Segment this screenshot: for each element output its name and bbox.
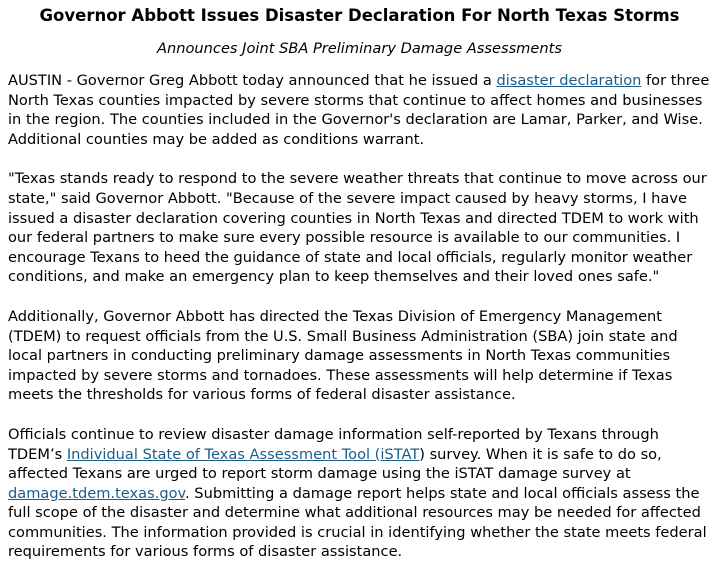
damage-survey-link[interactable]: damage.tdem.texas.gov [8, 484, 186, 502]
paragraph-text: ) survey. When it is safe to do so, affected Texans are urged to report storm damage using the iSTAT damage survey at [8, 445, 662, 483]
paragraph-text: Officials continue to review disaster damage information self-reported by Texans through TDEM’s [8, 425, 659, 463]
paragraph-text: . Submitting a damage report helps state and local officials assess the full scope of the disaster and determine what additional resources may be needed for affected communities. The information provided is crucial in identifying whether the state meets federal requirements for various forms of disaster assistance. [8, 484, 707, 561]
page-subtitle: Announces Joint SBA Preliminary Damage Assessments [157, 40, 562, 57]
paragraph-text: AUSTIN - Governor Greg Abbott today announced that he issued a [8, 72, 497, 89]
paragraph-quote: "Texas stands ready to respond to the severe weather threats that continue to move across our state," said Governor Abbott. "Because of the severe impact caused by heavy storms, I have issued a disaster declaration covering counties in North Texas and directed TDEM to work with our federal partners to make sure every possible resource is available to our communities. I encourage Texans to heed the guidance of state and local officials, regularly monitor weather conditions, and make an emergency plan to keep themselves and their loved ones safe." [8, 170, 707, 286]
istat-link[interactable]: Individual State of Texas Assessment Tool (iSTAT [66, 445, 420, 463]
paragraph-announcement [8, 71, 711, 149]
paragraph-sba: Additionally, Governor Abbott has directed the Texas Division of Emergency Management (TDEM) to request officials from the U.S. Small Business Administration (SBA) join state and local partners in conducting preliminary damage assessments in North Texas communities impacted by severe storms and tornadoes. These assessments will help determine if Texas meets the thresholds for various forms of federal disaster assistance. [8, 307, 678, 404]
page-title: Governor Abbott Issues Disaster Declaration For North Texas Storms [39, 6, 680, 25]
paragraph-istat [8, 425, 711, 562]
disaster-declaration-link[interactable]: disaster declaration [496, 72, 642, 89]
paragraph-text: for three North Texas counties impacted by severe storms that continue to affect homes and businesses in the region. The counties included in the Governor's declaration are Lamar, Parker, and Wise. Additional counties may be added as conditions warrant. [8, 72, 710, 148]
